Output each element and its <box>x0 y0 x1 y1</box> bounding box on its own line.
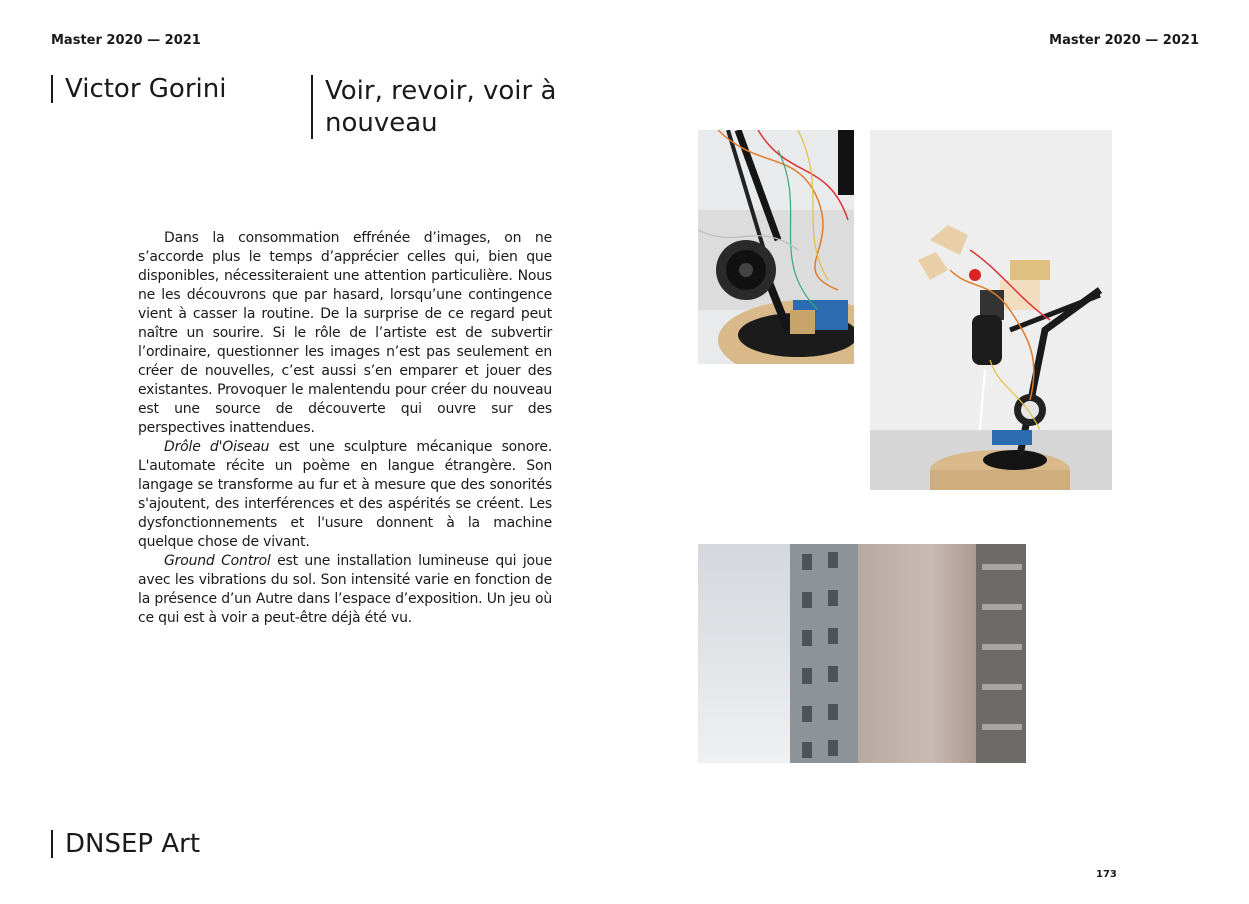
page-number: 173 <box>1096 869 1117 880</box>
artwork-photo-speaker-closeup <box>698 130 854 364</box>
paragraph-ground-control <box>138 552 552 628</box>
body-text <box>138 229 552 628</box>
paragraph-text: est une installation lumineuse qui joue avec les vibrations du sol. Son intensité varie en fonction de la présence d’un Autre dans l’espace d’exposition. Un jeu où ce qui est à voir a peut-être déjà été vu. <box>138 553 553 626</box>
paragraph-text: est une sculpture mécanique sonore. L'automate récite un poème en langue étrangère. Son langage se transforme au fur et à mesure que des sonorités s'ajoutent, des interférences et des aspérités se créent. Les dysfonctionnements et l'usure donnent à la machine quelque chose de vivant. <box>138 439 552 550</box>
artwork-photo-drole-doiseau <box>870 130 1112 490</box>
running-header-right: Master 2020 — 2021 <box>1049 33 1199 48</box>
running-header-left: Master 2020 — 2021 <box>51 33 201 48</box>
paragraph-intro: Dans la consommation effrénée d’images, on ne s’accorde plus le temps d’apprécier celles qui, bien que disponibles, nécessiteraient une attention particulière. Nous ne les découvrons que par hasard, lorsqu’une contingence vient à casser la routine. De la surprise de ce regard peut naître un sourire. Si le rôle de l’artiste est de subvertir l’ordinaire, questionner les images n’est pas seulement en créer de nouvelles, c’est aussi s’en emparer et jouer des existantes. Provoquer le malentendu pour créer du nouveau est une source de découverte qui ouvre sur des perspectives inattendues. <box>138 230 552 436</box>
artwork-photo-building <box>698 544 1026 763</box>
paragraph-drole-doiseau <box>138 438 552 552</box>
author-name: Victor Gorini <box>51 75 226 103</box>
program-title: DNSEP Art <box>51 830 200 858</box>
work-name-drole-doiseau: Drôle d'Oiseau <box>164 439 270 455</box>
work-title: Voir, revoir, voir à nouveau <box>311 75 570 139</box>
work-name-ground-control: Ground Control <box>164 553 271 569</box>
